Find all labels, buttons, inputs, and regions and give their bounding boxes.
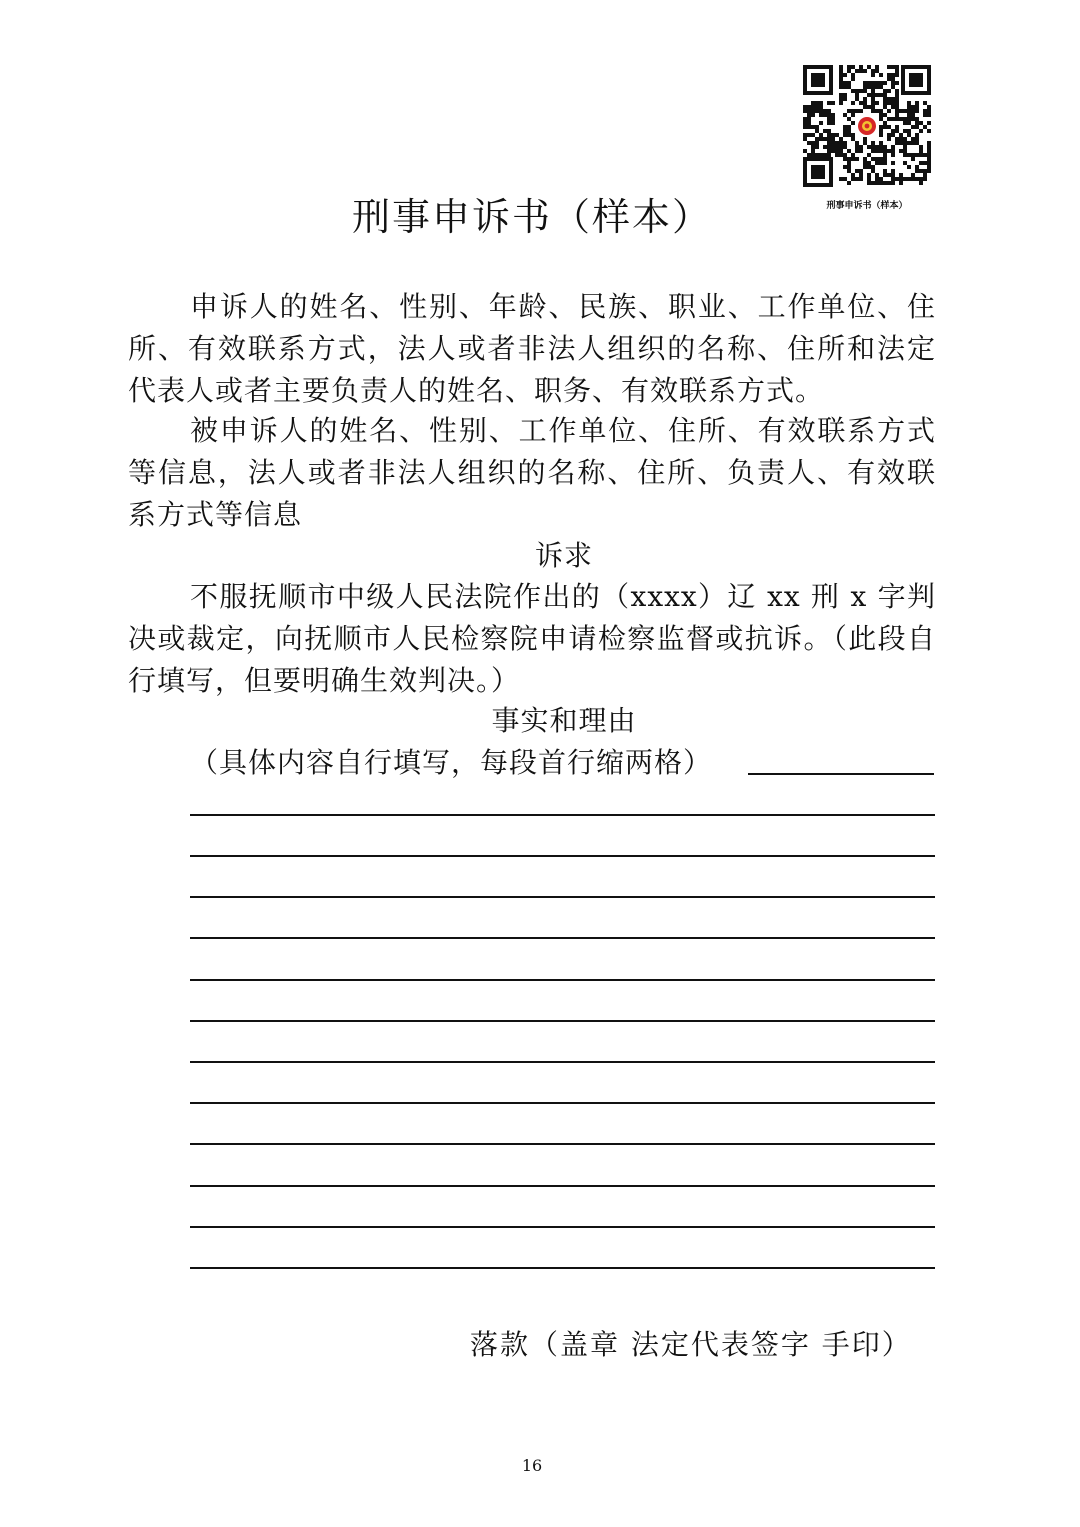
signature-instruction: 落款（盖章 法定代表签字 手印）	[470, 1328, 912, 1361]
fill-instruction: （具体内容自行填写，每段首行缩两格）	[190, 746, 713, 779]
writing-line[interactable]	[190, 1020, 935, 1022]
writing-line[interactable]	[190, 937, 935, 939]
facts-heading: 事实和理由	[491, 704, 637, 737]
writing-line[interactable]	[190, 1226, 935, 1228]
page-title: 刑事申诉书（样本）	[351, 195, 712, 239]
claim-heading: 诉求	[534, 539, 593, 572]
page-number: 16	[521, 1456, 543, 1475]
writing-line[interactable]	[748, 773, 934, 775]
claim-paragraph: 不服抚顺市中级人民法院作出的（xxxx）辽 xx 刑 x 字判决或裁定，向抚顺市人民检察院申请检察监督或抗诉。（此段自行填写，但要明确生效判决。）	[128, 580, 936, 697]
applicant-info-paragraph: 申诉人的姓名、性别、年龄、民族、职业、工作单位、住所、有效联系方式，法人或者非法人组织的名称、住所和法定代表人或者主要负责人的姓名、职务、有效联系方式。	[128, 290, 936, 407]
writing-line[interactable]	[190, 855, 935, 857]
writing-line[interactable]	[190, 1061, 935, 1063]
qr-code-block	[800, 62, 940, 211]
qr-caption: 刑事申诉书（样本）	[826, 201, 908, 211]
writing-line[interactable]	[190, 1143, 935, 1145]
writing-line[interactable]	[190, 814, 935, 816]
writing-line[interactable]	[190, 979, 935, 981]
respondent-info-paragraph: 被申诉人的姓名、性别、工作单位、住所、有效联系方式等信息，法人或者非法人组织的名称、住所、负责人、有效联系方式等信息	[128, 414, 936, 531]
writing-line[interactable]	[190, 1267, 935, 1269]
writing-line[interactable]	[190, 1185, 935, 1187]
writing-line[interactable]	[190, 1102, 935, 1104]
writing-line[interactable]	[190, 896, 935, 898]
qr-code-icon	[800, 62, 934, 190]
